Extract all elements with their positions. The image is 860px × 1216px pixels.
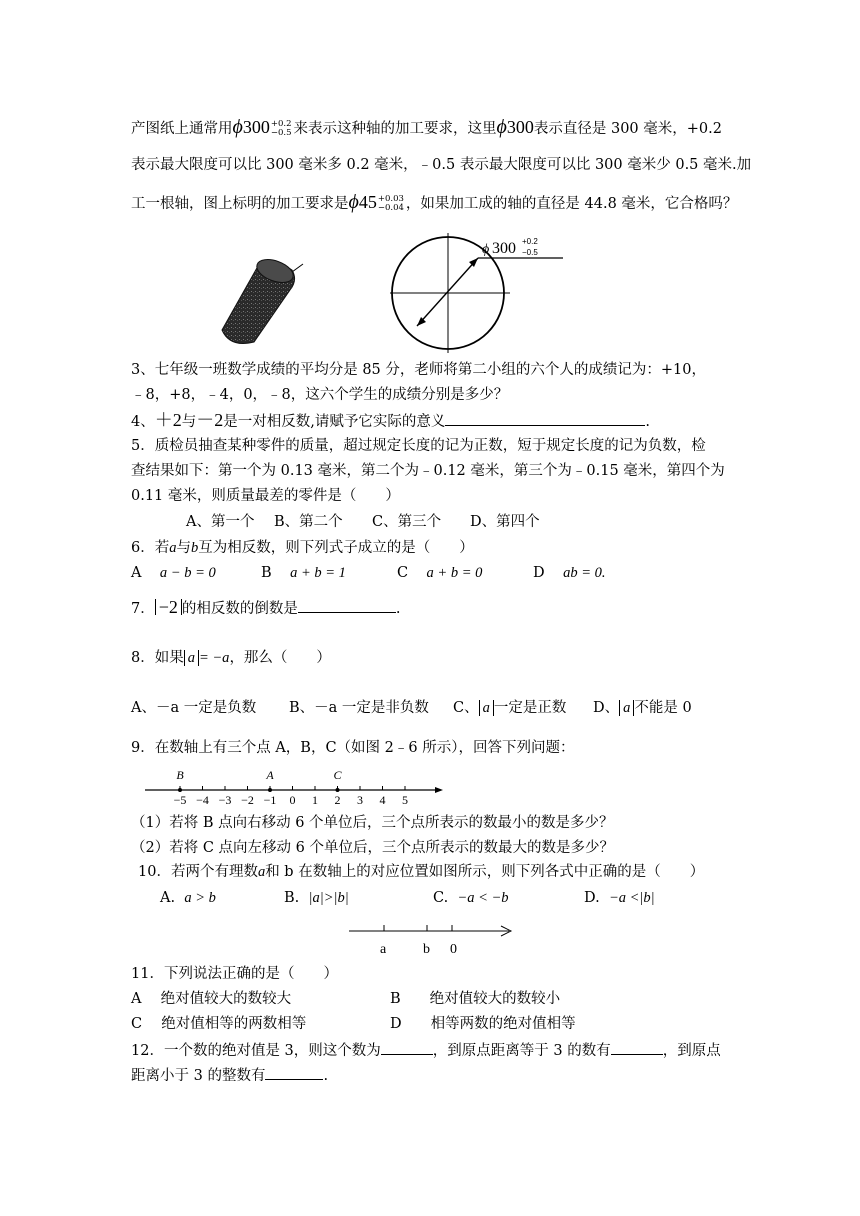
q11-option-a[interactable]: A 绝对值较大的数较大	[131, 991, 292, 1007]
q11-stem: 11．下列说法正确的是（ ）	[131, 966, 338, 982]
q6-option-a[interactable]	[131, 563, 261, 583]
tick-label: −3	[218, 793, 232, 807]
text: 来表示这种轴的加工要求，这里	[293, 121, 497, 137]
answer-blank[interactable]	[445, 411, 645, 426]
diameter-300: 300	[506, 117, 534, 137]
point-label: A	[266, 768, 274, 782]
text: 10．若两个有理数	[138, 864, 258, 880]
q3-line-1: 3、七年级一班数学成绩的平均分是 85 分，老师将第二小组的六个人的成绩记为：+10，	[131, 362, 706, 378]
q5-option-d[interactable]: D、第四个	[470, 514, 540, 530]
text: 表示直径是 300 毫米，+0.2	[533, 121, 722, 137]
tick-label: 3	[357, 793, 363, 807]
tolerance-45	[378, 195, 404, 213]
q12-line-1	[131, 1040, 721, 1061]
answer-blank-2[interactable]	[611, 1040, 663, 1055]
q11-options-row-2	[131, 1014, 576, 1034]
q8-option-d[interactable]	[593, 698, 692, 718]
abs-expression	[155, 599, 182, 615]
q5-line-2: 查结果如下：第一个为 0.13 毫米，第二个为﹣0.12 毫米，第三个为﹣0.15 毫米，第四个为	[131, 463, 725, 479]
text: 产图纸上通常用	[131, 121, 233, 137]
diameter-45: 45	[358, 192, 377, 212]
q8-option-a[interactable]: A、－a 一定是负数	[131, 700, 257, 716]
axis-label-a: a	[380, 942, 387, 957]
q3-line-2: ﹣8，+8，﹣4，0，﹣8，这六个学生的成绩分别是多少？	[131, 387, 509, 403]
answer-blank-1[interactable]	[381, 1040, 433, 1055]
tolerance-plus: +0.2	[270, 119, 292, 129]
text: .	[645, 414, 650, 430]
point-marker	[178, 788, 182, 792]
text: 6．若	[131, 540, 170, 556]
q4	[131, 410, 650, 432]
phi-symbol: ϕ	[348, 191, 359, 213]
option-letter: D	[533, 565, 545, 581]
q6-stem	[131, 538, 474, 558]
q9-stem: 9．在数轴上有三个点 A，B，C（如图 2﹣6 所示），回答下列问题：	[131, 740, 575, 756]
var-a: a	[169, 540, 177, 556]
option-expr: a > b	[184, 890, 216, 906]
text: 一定是正数	[493, 700, 567, 716]
point-marker	[336, 788, 340, 792]
diameter-label: 300	[492, 240, 516, 257]
option-letter: C	[397, 565, 409, 581]
text: 12．一个数的绝对值是 3，则这个数为	[131, 1043, 381, 1059]
q11-option-d[interactable]: D 相等两数的绝对值相等	[390, 1016, 576, 1032]
text: ，到原点	[662, 1043, 721, 1059]
diameter-300: 300	[242, 117, 270, 137]
tick-label: 4	[379, 793, 386, 807]
text: D、	[593, 700, 620, 716]
intro-line-2: 表示最大限度可以比 300 毫米多 0.2 毫米，﹣0.5 表示最大限度可以比 300 毫米少 0.5 毫米.加	[131, 157, 752, 173]
option-letter: C.	[433, 890, 449, 906]
q10-option-a[interactable]	[160, 888, 284, 908]
tolerance-300	[271, 120, 292, 138]
tick-label: 5	[402, 793, 408, 807]
q8-options	[131, 698, 692, 718]
intro-line-1	[131, 117, 722, 139]
q11-option-c[interactable]: C 绝对值相等的两数相等	[131, 1016, 307, 1032]
q5-line-1: 5．质检员抽查某种零件的质量，超过规定长度的记为正数，短于规定长度的记为负数，检	[131, 438, 706, 454]
option-letter: A	[131, 565, 142, 581]
abs-expression	[479, 700, 494, 716]
q6-options	[131, 563, 606, 583]
text: C、	[453, 700, 479, 716]
q10-number-line	[345, 917, 517, 959]
abs-inner: a	[482, 700, 490, 716]
tolerance-minus-label: −0.5	[522, 248, 538, 257]
q5-option-b[interactable]: B、第二个	[274, 514, 343, 530]
text: .	[395, 601, 401, 617]
q10-option-d[interactable]	[584, 888, 655, 908]
option-letter: A.	[160, 890, 176, 906]
text: 与	[176, 540, 191, 556]
minus-two: －2	[196, 410, 224, 430]
q10-option-c[interactable]	[433, 888, 584, 908]
option-expr: a − b = 0	[159, 565, 216, 581]
q5-line-3: 0.11 毫米，则质量最差的零件是（ ）	[131, 488, 400, 504]
axis-label-b: b	[423, 942, 430, 957]
q11-options-row-1	[131, 989, 560, 1009]
shaft-cylinder-image	[210, 238, 320, 348]
text: ，如果加工成的轴的直径是 44.8 毫米，它合格吗？	[405, 196, 738, 212]
q8-option-b[interactable]: B、－a 一定是非负数	[289, 700, 429, 716]
q9-number-line	[143, 766, 443, 808]
axis-label-zero: 0	[450, 942, 457, 957]
text: .	[323, 1068, 329, 1084]
q10-options	[160, 888, 655, 908]
abs-inner: a	[187, 650, 195, 666]
q5-option-a[interactable]: A、第一个	[186, 514, 255, 530]
q8-stem	[131, 648, 331, 668]
tick-label: −1	[263, 793, 277, 807]
q6-option-b[interactable]	[261, 563, 397, 583]
abs-inner: a	[623, 700, 631, 716]
var-b: b	[190, 540, 199, 556]
option-expr: a + b = 0	[426, 565, 483, 581]
tolerance-minus: −0.5	[270, 128, 292, 138]
text: 4、	[131, 414, 155, 430]
text: ，到原点距离等于 3 的数有	[432, 1043, 611, 1059]
intro-line-3	[131, 192, 737, 214]
text: 的相反数的倒数是	[181, 601, 298, 617]
shaft-cross-section-diagram	[385, 228, 575, 353]
tick-label: 2	[334, 793, 341, 807]
q7	[131, 598, 401, 619]
point-label: B	[176, 768, 184, 782]
tick-label: 0	[289, 793, 296, 807]
tolerance-plus: +0.03	[377, 194, 404, 204]
q6-option-d[interactable]	[533, 563, 606, 583]
option-expr: |a|>|b|	[308, 890, 349, 906]
abs-expression	[619, 700, 634, 716]
plus-two: ＋2	[154, 410, 182, 430]
q11-option-b[interactable]: B 绝对值较大的数较小	[390, 991, 561, 1007]
option-letter: B	[261, 565, 272, 581]
text: 7．	[131, 601, 155, 617]
phi-symbol: ϕ	[496, 116, 507, 138]
q12-line-2	[131, 1065, 328, 1086]
q10-option-b[interactable]	[284, 888, 433, 908]
abs-expression	[184, 650, 199, 666]
option-expr: ab = 0.	[563, 565, 606, 581]
q8-option-c[interactable]	[453, 698, 593, 718]
tick-label: 1	[312, 793, 318, 807]
answer-blank-3[interactable]	[265, 1065, 323, 1080]
var-a: a	[257, 864, 266, 880]
text: 不能是 0	[634, 700, 692, 716]
text: 8．如果	[131, 650, 184, 666]
text: 距离小于 3 的整数有	[131, 1068, 266, 1084]
tolerance-minus: −0.04	[377, 203, 404, 213]
point-label: C	[333, 768, 342, 782]
q9-sub-2: （2）若将 C 点向左移动 6 个单位后，三个点所表示的数最大的数是多少？	[131, 840, 614, 856]
q5-options	[186, 512, 540, 532]
equation: = −a	[198, 650, 230, 666]
q5-option-c[interactable]: C、第三个	[372, 514, 442, 530]
option-letter: D.	[584, 890, 600, 906]
q9-sub-1: （1）若将 B 点向右移动 6 个单位后，三个点所表示的数最小的数是多少？	[131, 815, 614, 831]
tolerance-plus-label: +0.2	[522, 237, 538, 246]
option-expr: −a < −b	[457, 890, 509, 906]
text: 和 b 在数轴上的对应位置如图所示，则下列各式中正确的是（ ）	[265, 864, 705, 880]
tick-label: −5	[173, 793, 187, 807]
tick-label: −2	[241, 793, 254, 807]
point-marker	[268, 788, 272, 792]
text: 与	[181, 414, 197, 430]
option-expr: −a <|b|	[608, 890, 655, 906]
abs-inner: −2	[158, 597, 178, 617]
option-letter: B.	[284, 890, 300, 906]
text: 互为相反数，则下列式子成立的是（ ）	[198, 540, 474, 556]
q10-stem	[138, 862, 704, 882]
answer-blank[interactable]	[298, 598, 396, 613]
q6-option-c[interactable]	[397, 563, 533, 583]
phi-symbol: ϕ	[232, 116, 243, 138]
text: 是一对相反数,请赋予它实际的意义	[223, 414, 446, 430]
option-expr: a + b = 1	[290, 565, 346, 581]
phi-label: ϕ	[482, 242, 490, 257]
tick-label: −4	[196, 793, 209, 807]
text: ，那么（ ）	[229, 650, 331, 666]
text: 工一根轴，图上标明的加工要求是	[131, 196, 349, 212]
